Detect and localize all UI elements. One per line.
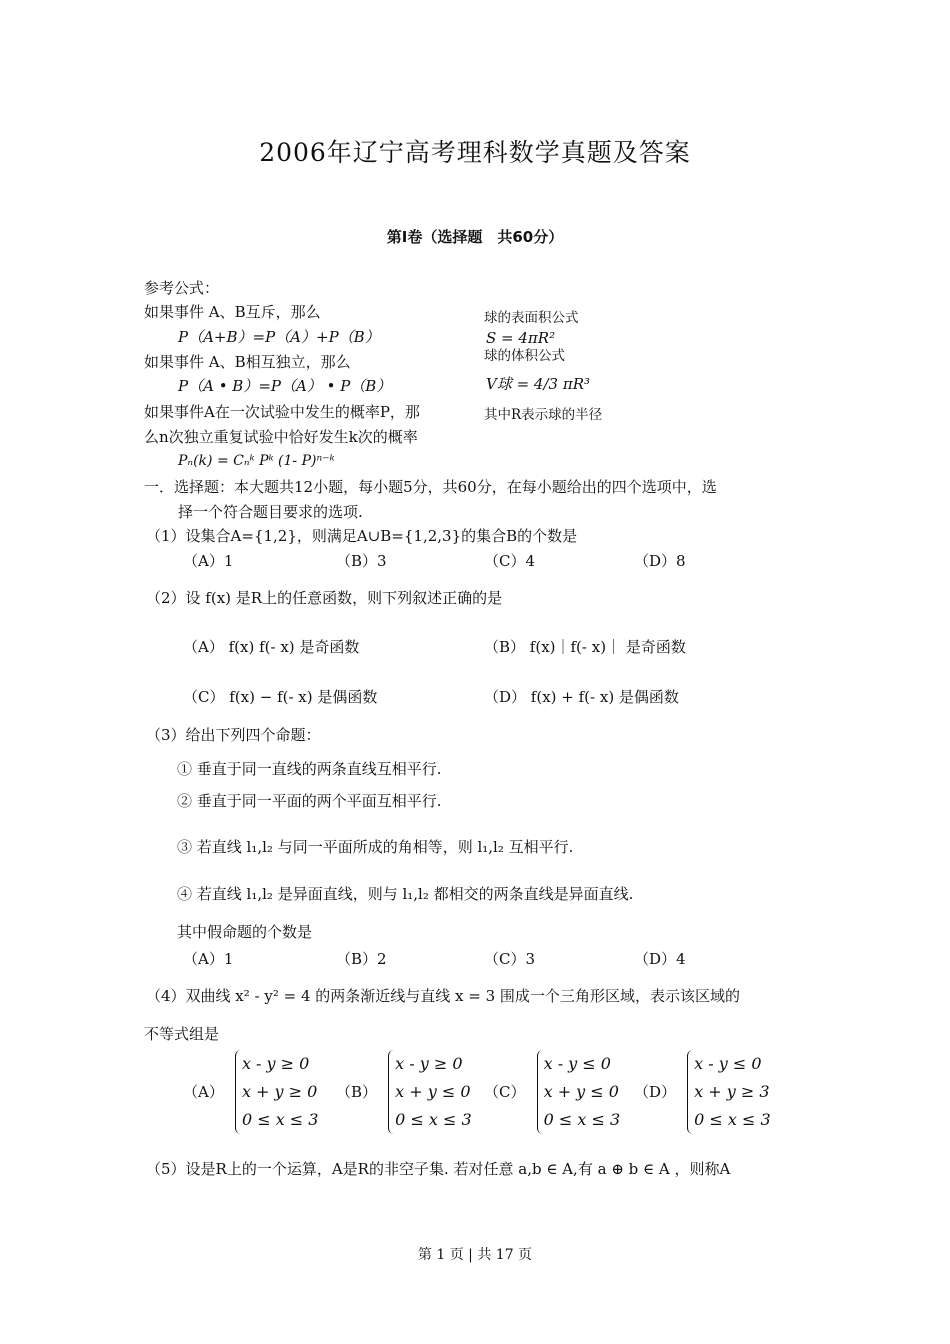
inequality: x + y ≤ 0 [395, 1082, 471, 1101]
formula-left-line: 如果事件 A、B互斥，那么 [144, 303, 321, 321]
formula-right-line: 球的表面积公式 [484, 310, 579, 326]
formula-left-line: P（A+B）=P（A）+P（B） [178, 328, 380, 346]
q4-option-label: （D） [634, 1083, 677, 1101]
inequality: x + y ≥ 0 [241, 1082, 318, 1101]
inequality: x - y ≥ 0 [241, 1054, 310, 1073]
q3-proposition: ② 垂直于同一平面的两个平面互相平行. [177, 792, 442, 810]
question-2-stem: （2）设 f(x) 是R上的任意函数，则下列叙述正确的是 [146, 589, 503, 607]
section-instruction: 一．选择题：本大题共12小题，每小题5分，共60分，在每小题给出的四个选项中，选 [144, 478, 717, 496]
q3-proposition: ④ 若直线 l₁,l₂ 是异面直线，则与 l₁,l₂ 都相交的两条直线是异面直线. [177, 885, 634, 903]
q4-option-label: （A） [183, 1083, 224, 1101]
q1-option-d: （D）8 [634, 552, 686, 570]
question-3-stem: （3）给出下列四个命题： [146, 726, 321, 744]
q2-option-c: （C） f(x) − f(- x) 是偶函数 [183, 688, 378, 706]
question-4-stem-cont: 不等式组是 [144, 1025, 220, 1043]
q3-option-d: （D）4 [634, 950, 686, 968]
inequality: x - y ≤ 0 [543, 1054, 611, 1073]
inequality: x + y ≥ 3 [694, 1082, 770, 1101]
question-4-stem: （4）双曲线 x² - y² = 4 的两条渐近线与直线 x = 3 围成一个三角形区域，表示该区域的 [146, 987, 740, 1005]
sphere-area-formula: S = 4πR² [486, 329, 556, 347]
binomial-formula: Pₙ(k) = Cₙᵏ Pᵏ (1- P)ⁿ⁻ᵏ [178, 453, 335, 469]
q1-option-a: （A）1 [183, 552, 234, 570]
inequality: 0 ≤ x ≤ 3 [395, 1110, 472, 1129]
q3-proposition: ③ 若直线 l₁,l₂ 与同一平面所成的角相等，则 l₁,l₂ 互相平行. [177, 838, 574, 856]
formula-left-line: 么n次独立重复试验中恰好发生k次的概率 [144, 428, 418, 446]
q3-proposition: ① 垂直于同一直线的两条直线互相平行. [177, 760, 442, 778]
q4-option-b [336, 1050, 472, 1134]
formula-heading: 参考公式： [144, 279, 220, 297]
page-title: 2006年辽宁高考理科数学真题及答案 [259, 138, 691, 167]
formula-left-line: 如果事件A在一次试验中发生的概率P，那 [144, 403, 420, 421]
q2-option-b: （B） f(x)｜f(- x)｜ 是奇函数 [484, 638, 686, 656]
q3-option-b: （B）2 [336, 950, 387, 968]
formula-left-line: 如果事件 A、B相互独立，那么 [144, 353, 351, 371]
page-footer: 第 1 页 | 共 17 页 [417, 1247, 533, 1263]
q4-option-label: （B） [336, 1083, 378, 1101]
inequality-system [388, 1050, 472, 1134]
q1-option-c: （C）4 [484, 552, 536, 570]
question-1-stem: （1）设集合A={1,2}，则满足A∪B={1,2,3}的集合B的个数是 [146, 527, 578, 545]
section-instruction: 择一个符合题目要求的选项. [178, 503, 363, 521]
inequality: x - y ≥ 0 [395, 1054, 463, 1073]
q4-option-label: （C） [484, 1083, 526, 1101]
q3-option-a: （A）1 [183, 950, 234, 968]
q2-option-a: （A） f(x) f(- x) 是奇函数 [183, 638, 360, 656]
inequality-system [537, 1050, 621, 1134]
inequality: 0 ≤ x ≤ 3 [543, 1110, 621, 1129]
q4-option-a [183, 1050, 318, 1134]
q1-option-b: （B）3 [336, 552, 387, 570]
inequality: x - y ≤ 0 [694, 1054, 762, 1073]
inequality: 0 ≤ x ≤ 3 [694, 1110, 771, 1129]
sphere-volume-formula: V球 = 4/3 πR³ [486, 375, 591, 393]
inequality: x + y ≤ 0 [543, 1082, 619, 1101]
section-subtitle: 第Ⅰ卷（选择题 共60分） [386, 228, 564, 246]
inequality-system [687, 1050, 771, 1134]
formula-right-line: 球的体积公式 [484, 348, 565, 364]
inequality: 0 ≤ x ≤ 3 [241, 1110, 319, 1129]
question-5-stem: （5）设是R上的一个运算，A是R的非空子集. 若对任意 a,b ∈ A,有 a ⊕ b ∈ A ，则称A [146, 1160, 731, 1178]
formula-right-line: 其中R表示球的半径 [484, 407, 603, 423]
q3-question: 其中假命题的个数是 [177, 923, 313, 941]
formula-left-line: P（A • B）=P（A） • P（B） [178, 377, 392, 395]
q4-option-c [484, 1050, 620, 1134]
q4-option-d [634, 1050, 771, 1134]
inequality-system [235, 1050, 319, 1134]
q3-option-c: （C）3 [484, 950, 536, 968]
q2-option-d: （D） f(x) + f(- x) 是偶函数 [484, 688, 679, 706]
